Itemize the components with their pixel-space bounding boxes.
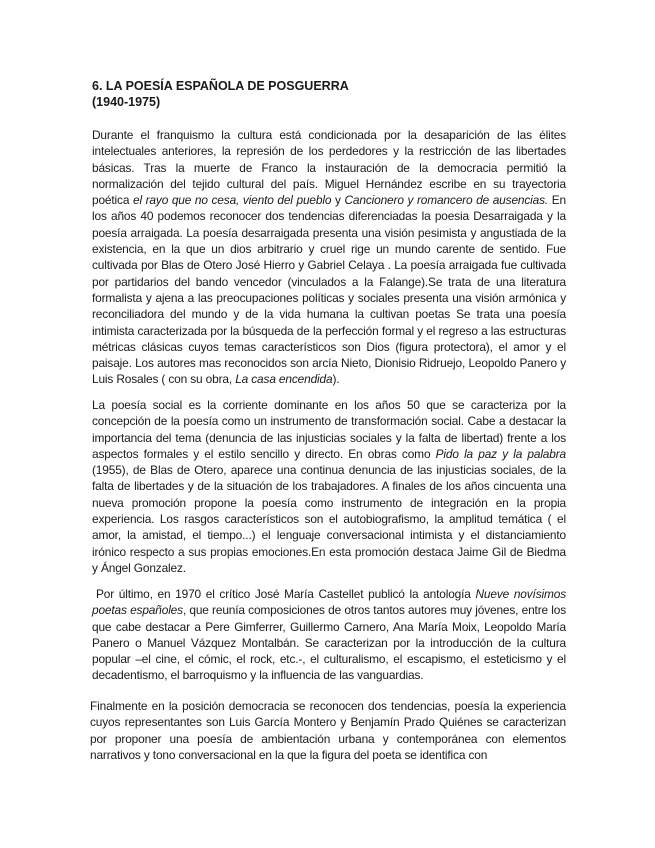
work-title-nueve-novisimos: Nueve novísimos poetas españoles	[92, 587, 566, 618]
document-title: 6. LA POESÍA ESPAÑOLA DE POSGUERRA	[92, 79, 349, 93]
work-title-pido-la-paz: Pido la paz y la palabra	[435, 446, 567, 461]
work-title-cancionero: Cancionero y romancero de ausencias.	[344, 193, 549, 208]
paragraph-text: Durante el franquismo la cultura está condicionada por la desaparición de las élites intelectuales anteriores, la represión de los perdedores y la restricción de las libertades básicas. Tras la muerte de Franco la instauración de la democracia permitió la normalización del tejido cultural del país. Miguel Hernández escribe en su trayectoria poética	[92, 128, 566, 208]
paragraph-text: Finalmente en la posición democracia se reconocen dos tendencias, poesía la experiencia cuyos representantes son Luis García Montero y Benjamín Prado Quiénes se caracterizan por proponer una poesía de ambientación urbana y contemporánea con elementos narrativos y tono conversacional en la que la figura del poeta se identifica con	[90, 699, 566, 762]
paragraph-text: (1955), de Blas de Otero, aparece una continua denuncia de las injusticias sociales, de la falta de libertades y de la situación de los trabajadores. A finales de los años cincuenta una nueva promoción propone la poesía como instrumento de integración en la propia experiencia. Los rasgos característicos son el autobiografismo, la amplitud temática ( el amor, la amistad, el tiempo...) el lenguaje conversacional intimista y el distanciamiento irónico respecto a sus propias emociones.En esta promoción destaca Jaime Gil de Biedma y Ángel Gonzalez.	[92, 463, 566, 575]
paragraph-text: ).	[332, 372, 340, 387]
document-subtitle: (1940-1975)	[92, 95, 161, 109]
paragraph-text: y	[331, 193, 345, 208]
paragraph-text: La poesía social es la corriente dominante en los años 50 que se caracteriza por la concepción de la poesía como un instrumento de transformación social. Cabe a destacar la importancia del tema (denuncia de las injusticias sociales y la falta de libertad) frente a los aspectos formales y el estilo sencillo y directo. En obras como	[92, 398, 566, 461]
work-title-la-casa-encendida: La casa encendida	[235, 372, 333, 387]
paragraph-franquismo	[92, 127, 566, 388]
work-title-el-rayo-que-no-cesa: el rayo que no cesa, viento del pueblo	[132, 193, 332, 208]
paragraph-poesia-social	[92, 397, 566, 576]
paragraph-text: , que reunía composiciones de otros tantos autores muy jóvenes, entre los que cabe destacar a Pere Gimferrer, Guillermo Carnero, Ana María Moix, Leopoldo María Panero o Manuel Vázquez Montalbán. Se caracterizan por la introducción de la cultura popular –el cine, el cómic, el rock, etc.-, el culturalismo, el escapismo, el esteticismo y el decadentismo, el barroquismo y la influencia de las vanguardias.	[92, 603, 566, 683]
paragraph-text: Por último, en 1970 el crítico José María Castellet publicó la antología	[96, 587, 476, 601]
paragraph-novisimos	[92, 586, 566, 684]
paragraph-text: En los años 40 podemos reconocer dos tendencias diferenciadas la poesia Desarraigada y la poesía arraigada. La poesía desarraigada presenta una visión pesimista y angustiada de la existencia, en la que un dios arbitrario y cruel rige un mundo carente de sentido. Fue cultivada por Blas de Otero José Hierro y Gabriel Celaya . La poesía arraigada fue cultivada por partidarios del bando vencedor (vinculados a la Falange).Se trata de una literatura formalista y ajena a las preocupaciones políticas y sociales presenta una visión armónica y reconciliadora del mundo y de la vida humana la cultivan poetas Se trata una poesía intimista caracterizada por la búsqueda de la perfección formal y el regreso a las estructuras métricas clásicas cuyos temas característicos son Dios (figura protectora), el amor y el paisaje. Los autores mas reconocidos son arcía Nieto, Dionisio Ridruejo, Leopoldo Panero y Luis Rosales ( con su obra,	[92, 193, 567, 387]
paragraph-poesia-experiencia	[90, 698, 566, 763]
